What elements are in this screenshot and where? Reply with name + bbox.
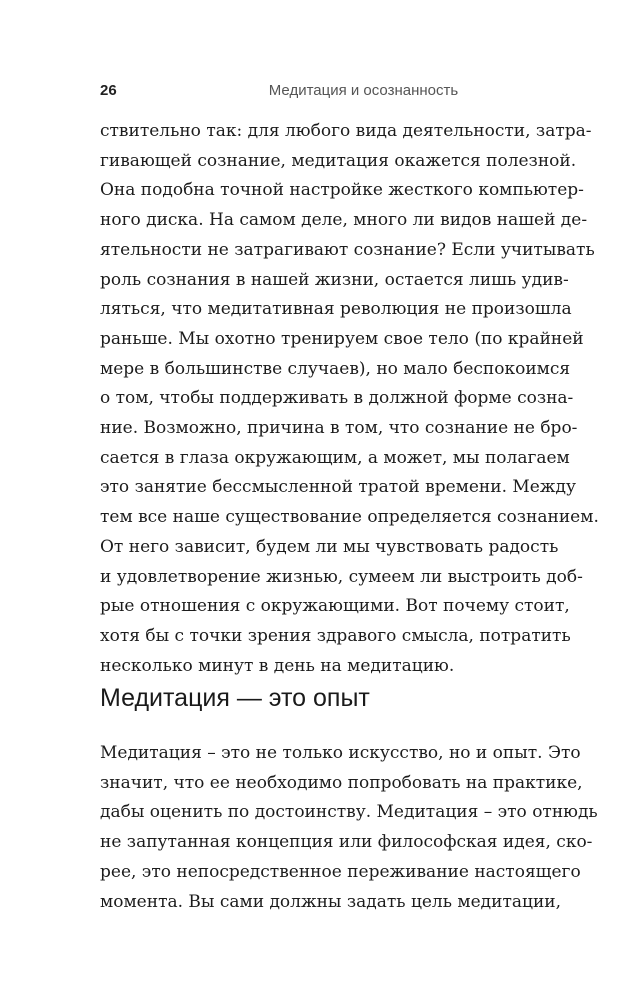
running-title: Медитация и осознанность: [268, 82, 459, 99]
text-line: От него зависит, будем ли мы чувствовать радость: [100, 536, 559, 557]
text-line: мере в большинстве случаев), но мало беспокоимся: [100, 358, 571, 379]
running-header: [100, 82, 547, 104]
text-line: и удовлетворение жизнью, сумеем ли выстроить доб-: [100, 566, 583, 587]
text-line: несколько минут в день на медитацию.: [100, 655, 455, 676]
text-line: это занятие бессмысленной тратой времени. Между: [100, 477, 576, 498]
text-line: роль сознания в нашей жизни, остается лишь удив-: [100, 269, 569, 290]
text-line: ного диска. На самом деле, много ли видов нашей де-: [100, 210, 588, 231]
text-line: о том, чтобы поддерживать в должной форме созна-: [100, 388, 574, 409]
text-line: хотя бы с точки зрения здравого смысла, потратить: [100, 625, 571, 646]
text-line: ятельности не затрагивают сознание? Если учитывать: [100, 239, 595, 260]
text-line: гивающей сознание, медитация окажется полезной.: [100, 150, 577, 171]
body-paragraph: [100, 739, 598, 917]
text-line: Медитация – это не только искусство, но и опыт. Это: [100, 743, 581, 763]
text-line: момента. Вы сами должны задать цель медитации,: [100, 891, 562, 912]
text-line: рые отношения с окружающими. Вот почему стоит,: [100, 596, 570, 617]
text-line: сается в глаза окружающим, а может, мы полагаем: [100, 447, 570, 468]
text-line: ние. Возможно, причина в том, что сознание не бро-: [100, 418, 578, 439]
text-line: не запутанная концепция или философская идея, ско-: [100, 832, 593, 853]
body-paragraph: [100, 117, 599, 681]
text-line: значит, что ее необходимо попробовать на практике,: [100, 772, 583, 793]
text-line: дабы оценить по достоинству. Медитация – это отнюдь: [100, 802, 598, 823]
text-line: ствительно так: для любого вида деятельности, затра-: [100, 121, 592, 141]
section-heading: Медитация — это опыт: [100, 684, 370, 712]
text-line: ляться, что медитативная революция не произошла: [100, 299, 572, 320]
page-number: 26: [100, 82, 117, 99]
text-line: раньше. Мы охотно тренируем свое тело (по крайней: [100, 328, 584, 349]
text-line: рее, это непосредственное переживание настоящего: [100, 861, 581, 882]
text-line: тем все наше существование определяется сознанием.: [100, 507, 599, 528]
text-line: Она подобна точной настройке жесткого компьютер-: [100, 180, 584, 201]
